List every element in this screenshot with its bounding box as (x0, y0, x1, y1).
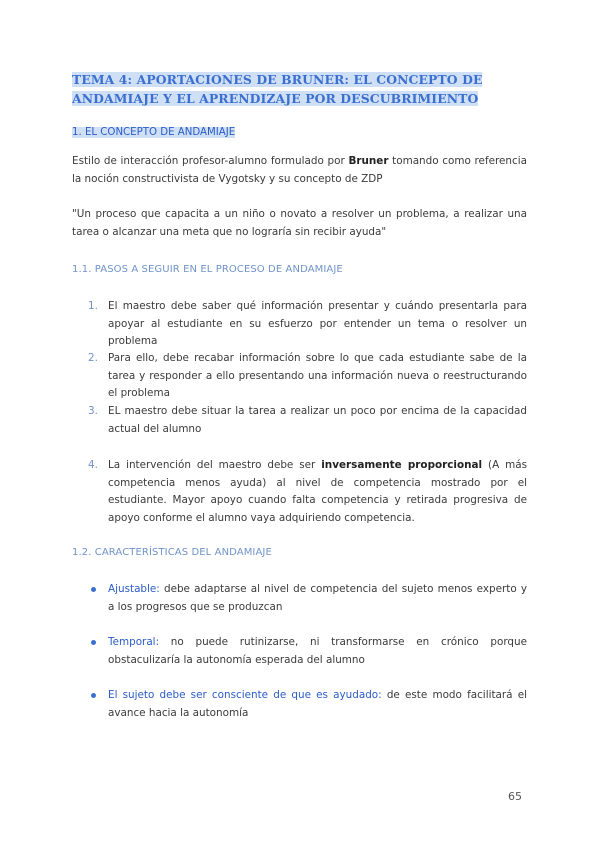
bullet-icon (91, 693, 96, 698)
bullet-icon (91, 587, 96, 592)
list-item-text: El maestro debe saber qué información presentar y cuándo presentarla para apoyar al estudiante en su esfuerzo por entender un tema o resolver un problema (108, 300, 527, 347)
subsection-heading-pasos: 1.1. PASOS A SEGUIR EN EL PROCESO DE ANDAMIAJE (72, 264, 343, 275)
list-item-text: Ajustable: debe adaptarse al nivel de competencia del sujeto menos experto y a los progresos que se produzcan (108, 583, 527, 613)
intro-paragraph: Estilo de interacción profesor-alumno formulado por Bruner tomando como referencia la noción constructivista de Vygotsky y su concepto de ZDP (72, 155, 527, 185)
page-number: 65 (508, 790, 522, 803)
list-item-text: Temporal: no puede rutinizarse, ni transformarse en crónico porque obstaculizaría la autonomía esperada del alumno (108, 636, 527, 666)
section-heading-concepto: 1. EL CONCEPTO DE ANDAMIAJE (72, 127, 236, 138)
list-number: 1. (88, 300, 98, 312)
list-number: 2. (88, 352, 98, 364)
list-number: 3. (88, 405, 98, 417)
list-item-text: Para ello, debe recabar información sobre lo que cada estudiante sabe de la tarea y responder a ello presentando una información nueva o reestructurando el problema (108, 352, 527, 399)
definition-quote: "Un proceso que capacita a un niño o novato a resolver un problema, a realizar una tarea o alcanzar una meta que no lograría sin recibir ayuda" (72, 208, 527, 238)
subsection-heading-caracteristicas: 1.2. CARACTERÍSTICAS DEL ANDAMIAJE (72, 547, 272, 558)
bullet-icon (91, 640, 96, 645)
list-number: 4. (88, 459, 98, 471)
page-title: TEMA 4: APORTACIONES DE BRUNER: EL CONCEPTO DE ANDAMIAJE Y EL APRENDIZAJE POR DESCUBRIMIENTO (72, 72, 483, 106)
list-item-text: El sujeto debe ser consciente de que es ayudado: de este modo facilitará el avance hacia la autonomía (108, 689, 528, 719)
list-item-text: EL maestro debe situar la tarea a realizar un poco por encima de la capacidad actual del alumno (108, 405, 527, 435)
list-item-text: La intervención del maestro debe ser inversamente proporcional (A más competencia menos ayuda) al nivel de competencia mostrado por el estudiante. Mayor apoyo cuando falta competencia y retirada progresiva de apoyo conforme el alumno vaya adquiriendo competencia. (108, 459, 528, 524)
